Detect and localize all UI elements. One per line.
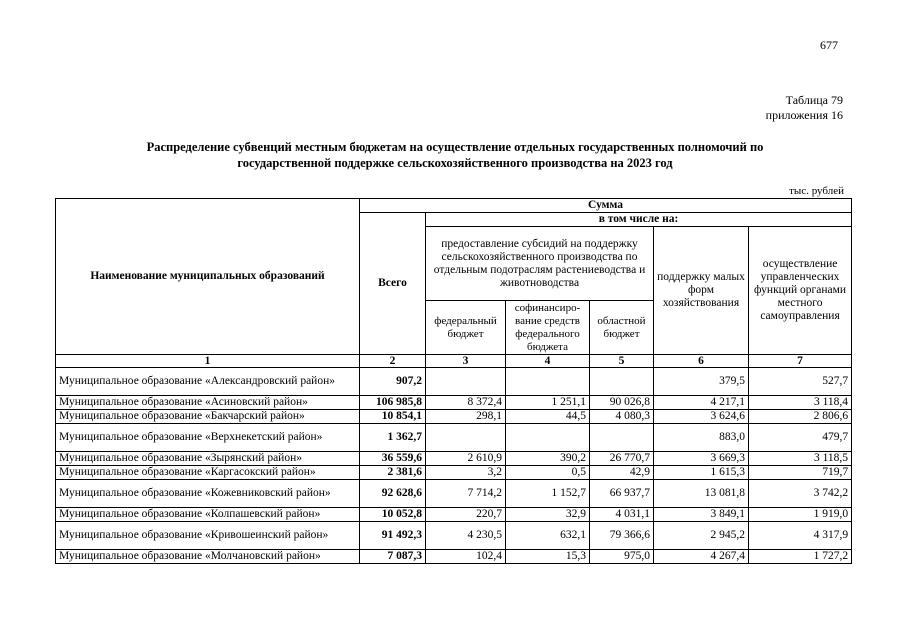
- table-row: [56, 480, 852, 508]
- management-value: 4 317,9: [749, 522, 852, 550]
- total-value: 10 052,8: [360, 508, 426, 522]
- regional-value: 90 026,8: [590, 396, 654, 410]
- cofinancing-value: 15,3: [506, 550, 590, 564]
- header-cofinancing: софинансиро-вание средств федерального бюджета: [506, 301, 590, 355]
- federal-value: 298,1: [426, 410, 506, 424]
- municipality-name: Муниципальное образование «Колпашевский район»: [56, 508, 360, 522]
- small-forms-value: 2 945,2: [654, 522, 749, 550]
- small-forms-value: 3 669,3: [654, 452, 749, 466]
- table-row: [56, 508, 852, 522]
- total-value: 10 854,1: [360, 410, 426, 424]
- management-value: 3 118,4: [749, 396, 852, 410]
- table-row: [56, 396, 852, 410]
- cofinancing-value: 0,5: [506, 466, 590, 480]
- table-row: [56, 522, 852, 550]
- header-regional: областной бюджет: [590, 301, 654, 355]
- regional-value: [590, 368, 654, 396]
- municipality-name: Муниципальное образование «Каргасокский район»: [56, 466, 360, 480]
- column-number: 3: [426, 355, 506, 368]
- management-value: 719,7: [749, 466, 852, 480]
- municipality-name: Муниципальное образование «Молчановский район»: [56, 550, 360, 564]
- small-forms-value: 3 624,6: [654, 410, 749, 424]
- table-row: [56, 452, 852, 466]
- table-label-line1: Таблица 79: [785, 93, 843, 107]
- small-forms-value: 3 849,1: [654, 508, 749, 522]
- municipality-name: Муниципальное образование «Бакчарский район»: [56, 410, 360, 424]
- subventions-table: [55, 198, 852, 564]
- federal-value: 102,4: [426, 550, 506, 564]
- regional-value: 79 366,6: [590, 522, 654, 550]
- small-forms-value: 13 081,8: [654, 480, 749, 508]
- federal-value: 4 230,5: [426, 522, 506, 550]
- total-value: 36 559,6: [360, 452, 426, 466]
- header-including: в том числе на:: [426, 213, 852, 227]
- total-value: 91 492,3: [360, 522, 426, 550]
- column-numbers-row: [56, 355, 852, 368]
- column-number: 5: [590, 355, 654, 368]
- small-forms-value: 1 615,3: [654, 466, 749, 480]
- column-number: 4: [506, 355, 590, 368]
- regional-value: 4 031,1: [590, 508, 654, 522]
- cofinancing-value: [506, 368, 590, 396]
- column-number: 6: [654, 355, 749, 368]
- federal-value: 3,2: [426, 466, 506, 480]
- municipality-name: Муниципальное образование «Верхнекетский район»: [56, 424, 360, 452]
- column-number: 2: [360, 355, 426, 368]
- column-number: 7: [749, 355, 852, 368]
- total-value: 7 087,3: [360, 550, 426, 564]
- regional-value: 26 770,7: [590, 452, 654, 466]
- federal-value: 220,7: [426, 508, 506, 522]
- federal-value: 8 372,4: [426, 396, 506, 410]
- header-sum: Сумма: [360, 199, 852, 213]
- header-total: Всего: [360, 213, 426, 355]
- total-value: 2 381,6: [360, 466, 426, 480]
- municipality-name: Муниципальное образование «Кривошеинский район»: [56, 522, 360, 550]
- small-forms-value: 883,0: [654, 424, 749, 452]
- table-row: [56, 466, 852, 480]
- federal-value: [426, 368, 506, 396]
- federal-value: [426, 424, 506, 452]
- small-forms-value: 379,5: [654, 368, 749, 396]
- page-number: 677: [820, 38, 838, 52]
- small-forms-value: 4 217,1: [654, 396, 749, 410]
- federal-value: 7 714,2: [426, 480, 506, 508]
- header-management: осуществление управленческих функций органами местного самоуправления: [749, 227, 852, 355]
- table-row: [56, 368, 852, 396]
- regional-value: 975,0: [590, 550, 654, 564]
- header-name: Наименование муниципальных образований: [56, 199, 360, 355]
- document-title-line1: Распределение субвенций местным бюджетам на осуществление отдельных государственных полномочий по: [146, 140, 764, 154]
- management-value: 1 919,0: [749, 508, 852, 522]
- table-row: [56, 410, 852, 424]
- cofinancing-value: 1 251,1: [506, 396, 590, 410]
- management-value: 2 806,6: [749, 410, 852, 424]
- document-title: [95, 139, 815, 171]
- cofinancing-value: 1 152,7: [506, 480, 590, 508]
- table-row: [56, 424, 852, 452]
- total-value: 92 628,6: [360, 480, 426, 508]
- management-value: 527,7: [749, 368, 852, 396]
- total-value: 1 362,7: [360, 424, 426, 452]
- municipality-name: Муниципальное образование «Александровский район»: [56, 368, 360, 396]
- document-title-line2: государственной поддержке сельскохозяйственного производства на 2023 год: [237, 156, 673, 170]
- regional-value: 4 080,3: [590, 410, 654, 424]
- cofinancing-value: [506, 424, 590, 452]
- table-label: [766, 93, 843, 123]
- small-forms-value: 4 267,4: [654, 550, 749, 564]
- cofinancing-value: 32,9: [506, 508, 590, 522]
- column-number: 1: [56, 355, 360, 368]
- cofinancing-value: 632,1: [506, 522, 590, 550]
- municipality-name: Муниципальное образование «Асиновский район»: [56, 396, 360, 410]
- regional-value: 42,9: [590, 466, 654, 480]
- regional-value: [590, 424, 654, 452]
- regional-value: 66 937,7: [590, 480, 654, 508]
- federal-value: 2 610,9: [426, 452, 506, 466]
- header-federal: федеральный бюджет: [426, 301, 506, 355]
- table-label-line2: приложения 16: [765, 108, 843, 122]
- cofinancing-value: 390,2: [506, 452, 590, 466]
- units-label: тыс. рублей: [789, 185, 844, 197]
- management-value: 3 742,2: [749, 480, 852, 508]
- management-value: 3 118,5: [749, 452, 852, 466]
- management-value: 479,7: [749, 424, 852, 452]
- header-small-forms: поддержку малых форм хозяйствования: [654, 227, 749, 355]
- total-value: 106 985,8: [360, 396, 426, 410]
- header-subsidies: предоставление субсидий на поддержку сельскохозяйственного производства по отдельным подотраслям растениеводства и животноводства: [426, 227, 654, 301]
- cofinancing-value: 44,5: [506, 410, 590, 424]
- total-value: 907,2: [360, 368, 426, 396]
- management-value: 1 727,2: [749, 550, 852, 564]
- table-row: [56, 550, 852, 564]
- municipality-name: Муниципальное образование «Кожевниковский район»: [56, 480, 360, 508]
- municipality-name: Муниципальное образование «Зырянский район»: [56, 452, 360, 466]
